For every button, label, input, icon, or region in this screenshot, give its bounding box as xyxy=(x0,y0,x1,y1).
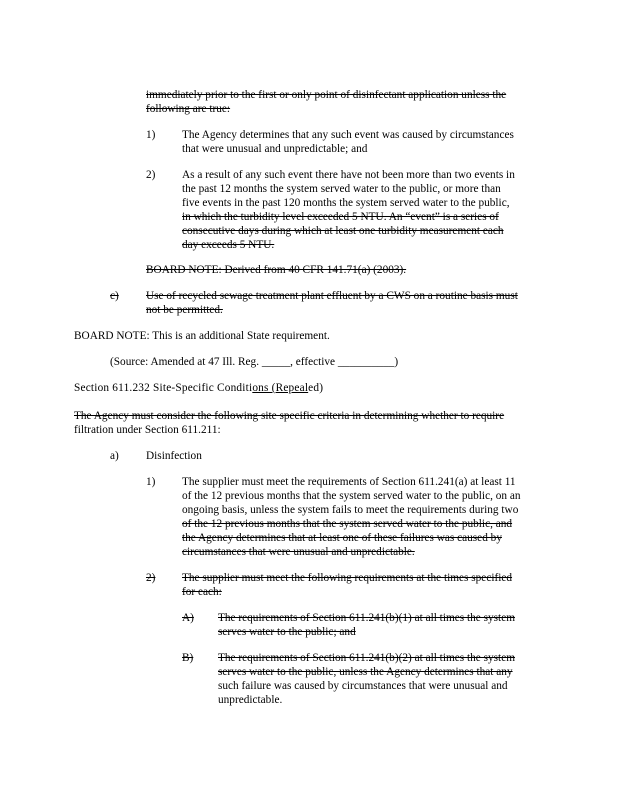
list-item-line: The supplier must meet the following requirements at the times specified xyxy=(182,572,513,584)
intro-line: The Agency must consider the following site specific criteria in determining whether to require xyxy=(74,410,505,422)
list-item-line: unpredictable. xyxy=(218,694,283,706)
list-item-line: The requirements of Section 611.241(b)(2) at all times the system xyxy=(218,652,515,664)
list-label: 1) xyxy=(146,476,156,488)
list-item-line: five events in the past 120 months the system served water to the public, xyxy=(182,197,510,209)
source-note xyxy=(110,355,398,369)
list-item-line: serves water to the public, unless the Agency determines that any xyxy=(218,666,513,678)
list-item-line: Use of recycled sewage treatment plant effluent by a CWS on a routine basis must xyxy=(146,290,518,302)
list-item-line: serves water to the public; and xyxy=(218,626,356,638)
list-item-line: of the 12 previous months that the system served water to the public, and xyxy=(182,518,513,530)
list-item-line: consecutive days during which at least one turbidity measurement each xyxy=(182,225,504,237)
list-item-line: in which the turbidity level exceeded 5 NTU. An “event” is a series of xyxy=(182,211,499,223)
list-item-line: not be permitted. xyxy=(146,304,223,316)
list-item-line: The supplier must meet the requirements of Section 611.241(a) at least 11 xyxy=(182,476,516,488)
list-item-line: that were unusual and unpredictable; and xyxy=(182,143,368,155)
list-item-line: ongoing basis, unless the system fails to meet the requirements during two xyxy=(182,504,519,516)
list-item-line: the Agency determines that at least one of these failures was caused by xyxy=(182,532,502,544)
paragraph-continuation-line: following are true: xyxy=(146,103,231,115)
list-item-line: The Agency determines that any such event was caused by circumstances xyxy=(182,129,514,141)
subsection-title: Disinfection xyxy=(146,450,202,462)
section-heading-end: ed) xyxy=(308,382,324,394)
list-label: 2) xyxy=(146,572,156,584)
list-label: B) xyxy=(182,652,194,664)
list-label: a) xyxy=(110,450,119,462)
section-heading-inserted: ons (Repeal xyxy=(252,382,309,394)
list-item-line: As a result of any such event there have not been more than two events in xyxy=(182,169,515,181)
list-item-line: day exceeds 5 NTU. xyxy=(182,239,275,251)
list-label: 1) xyxy=(146,129,156,141)
source-blank-date: __________ xyxy=(337,356,395,368)
board-note: BOARD NOTE: This is an additional State requirement. xyxy=(74,330,330,342)
section-heading xyxy=(74,381,323,395)
list-item-line: the past 12 months the system served water to the public, or more than xyxy=(182,183,501,195)
board-note: BOARD NOTE: Derived from 40 CFR 141.71(a) (2003). xyxy=(146,264,407,276)
list-item-line: The requirements of Section 611.241(b)(1) at all times the system xyxy=(218,612,515,624)
list-item-line: for each: xyxy=(182,586,222,598)
source-blank-reg: _____ xyxy=(261,356,291,368)
list-item-line: of the 12 previous months that the system served water to the public, on an xyxy=(182,490,521,502)
list-label: A) xyxy=(182,612,194,624)
source-prefix: (Source: Amended at 47 Ill. Reg. xyxy=(110,356,262,368)
paragraph-continuation-line: immediately prior to the first or only point of disinfectant application unless the xyxy=(146,89,507,101)
list-item-line: circumstances that were unusual and unpredictable. xyxy=(182,546,415,558)
intro-line: filtration under Section 611.211: xyxy=(74,424,221,436)
source-middle: , effective xyxy=(290,356,338,368)
list-label: 2) xyxy=(146,169,156,181)
section-heading-main: Section 611.232 Site-Specific Conditi xyxy=(74,382,253,394)
list-label: c) xyxy=(110,290,119,302)
source-suffix: ) xyxy=(394,356,399,368)
list-item-line: such failure was caused by circumstances that were unusual and xyxy=(218,680,508,692)
